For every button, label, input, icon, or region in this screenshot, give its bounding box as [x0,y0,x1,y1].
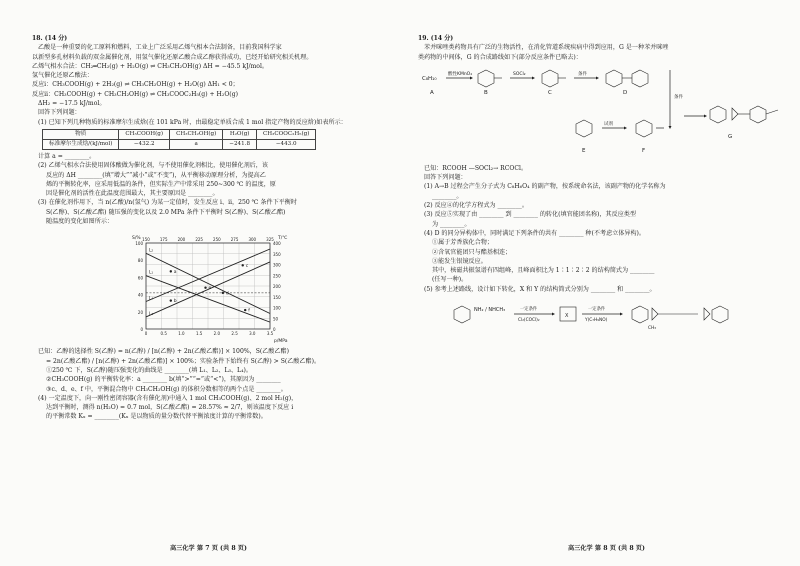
arrowhead [552,313,555,316]
bottom-tick-label: 0 [144,331,148,337]
q19-item: (任写一种)。 [432,276,468,284]
route-reagent: Y(C₇H₉NO) [585,318,608,324]
data-point [170,300,172,302]
table-header-cell: CH₃COOH(g) [119,129,170,139]
top-tick-label: 250 [213,237,221,243]
route-reagent: 一定条件 [520,307,538,313]
point-label: a [173,270,177,276]
left-tick-label: 60 [137,275,143,281]
left-tick-label: 20 [137,310,143,316]
question-19 [418,34,790,333]
reagent-label: 条件 [578,71,587,77]
point-label: b [173,299,177,305]
q19-item: ①属于芳香族化合物； [432,239,493,247]
left-tick-label: 0 [140,327,143,333]
q18-intro-line: 回答下列问题： [38,109,81,117]
q19-item: (4) D 的同分异构体中，同时满足下列条件的共有 ________ 种(不考虑立体异构)。 [424,229,646,237]
q18-def-line: = 2n(乙酸乙酯) / [n(乙醇) + 2n(乙酸乙酯)] × 100%；实验条件下始终有 S(乙醇) > S(乙酸乙酯)。 [46,357,321,365]
top-tick-label: 325 [266,237,274,243]
right-tick-label: 200 [273,284,281,290]
q18-title: 18. (14 分) [32,35,68,42]
bottom-tick-label: 1.0 [178,331,185,337]
top-tick-label: 175 [159,237,168,243]
q18-def-line: 已知：乙醇的选择性 S(乙醇) = n(乙醇) / [n(乙醇) + 2n(乙酸乙酯)] × 100%，S(乙酸乙酯) [38,348,290,356]
q18-intro-line: 以新型多孔材料负载的双金属催化剂，用氢气催化还原乙酸合成乙醇获得成功，已经开始研究相关机理。 [32,53,313,61]
q19-item: (1) A→B 过程会产生分子式为 C₈H₆O₄ 的副产物，按系统命名法，该副产物的化学名称为 [424,183,666,191]
compound-label-B: B [484,89,488,96]
compound-G-structure [710,106,778,123]
top-tick-label: 300 [248,237,257,243]
route-product-tag: CH₃ [648,326,656,331]
table-cell: −432.2 [119,139,170,149]
data-point [242,265,244,267]
q18-part2-line: 因是催化剂的活性在此温度范围最大，其主要原因是 ________。 [46,190,219,198]
left-tick-label: 40 [137,292,143,298]
q19-ask: 回答下列问题： [424,174,467,182]
series-label: L₃ [149,312,154,318]
data-point [222,292,224,294]
point-label: d [225,291,229,297]
compound-E-structure [576,120,592,137]
compound-label-C: C [548,89,552,96]
compound-label-A: A [430,89,434,96]
q19-hint: 已知：RCOOH —SOCl₂→ RCOCl。 [424,164,528,172]
synthesis-scheme [418,64,790,164]
bottom-tick-label: 2.5 [231,331,238,337]
arrowhead [704,114,707,117]
point-label: c [245,264,249,270]
point-label: e [208,286,212,292]
page-footer: 高三化学 第 7 页 (共 8 页) [170,545,247,552]
q18-def-line: ③c、d、e、f 中，平衡混合物中 CH₃CH₂OH(g) 的体积分数相等的两个点是 ________。 [46,385,287,393]
compound-label-D: D [623,89,628,96]
top-tick-label: 200 [177,237,186,243]
bottom-tick-label: 3.5 [266,331,274,337]
q18-part2-line: 反应的 ΔH ________(填“增大”“减小”或“不变”)，从平衡移动原理分析，为提高乙 [46,171,266,179]
q19-intro-line: 苯并咪唑类药物具有广泛的生物活性，在消化管道系统疾病中得到应用，G 是一种苯并咪唑 [424,44,669,52]
q18-part4-line: 的平衡常数 Kₓ = ________(Kₓ 是以物质的量分数代替平衡浓度计算的平衡常数)。 [46,413,267,421]
right-tick-label: 400 [273,241,281,247]
right-tick-label: 150 [273,295,281,301]
q18-intro-line: 反应ⅰ：CH₃COOH(g) + 2H₂(g) ⇌ CH₃CH₂OH(g) + H₂O(g) ΔH₁ < 0； [32,81,239,89]
compound-C-structure [542,70,566,87]
q19-item: 其中，核磁共振氢谱有四组峰，且峰面积比为 1∶1∶2∶2 的结构简式为 ________ [432,267,655,275]
selectivity-chart [122,229,292,345]
right-tick-label: 350 [273,252,281,258]
top-tick-label: 150 [142,237,150,243]
table-row-label: 标准摩尔生成焓/(kJ/mol) [43,139,119,149]
q19-item: (5) 参考上述路线，设计如下转化，X 和 Y 的结构简式分别为 ________ 和 ________。 [424,285,656,293]
right-tick-label: 250 [273,273,281,279]
q19-item: ③能发生银镜反应。 [432,257,487,265]
compound-label-F: F [642,147,646,154]
arrowhead [624,126,627,129]
q18-part2-line: (2) 乙烯气相水合法使用固体酸做为催化剂，与不使用催化剂相比，使用催化剂后，该 [38,162,268,170]
chart-canvas [122,229,292,345]
table-cell: −443.0 [257,139,316,149]
data-point [244,309,246,311]
reagent-label: 酸性KMnO₄ [448,71,473,77]
right-tick-label: 300 [273,262,281,268]
q18-intro-line: 乙酸是一种重要的化工原料和燃料，工业上广泛采用乙烯气相本合法制备，目前我国科学家 [38,44,282,52]
q18-intro-line: 乙烯气相水合法：CH₂═CH₂(g) + H₂O(g) ⇌ CH₃CH₂OH(g) ΔH = −45.5 kJ/mol。 [32,62,269,70]
q18-part3-line: S(乙醇)、S(乙酸乙酯) 随压强的变化以及 2.0 MPa 条件下平衡时 S(乙醇)、S(乙酸乙酯) [46,208,286,216]
bottom-tick-label: 1.5 [195,331,203,337]
compound-label-E: E [582,147,586,154]
designed-route [448,298,790,330]
left-tick-label: 100 [135,241,143,247]
route-reagent: Cl₂(COCl)₂ [518,318,540,324]
reagent-label: SOCl₂ [513,71,526,77]
enthalpy-table [42,129,316,150]
q18-part3-line: 随温度的变化如图所示： [46,218,114,226]
axis-label-top: T/℃ [278,236,288,242]
data-point [204,287,206,289]
route-start-label: NH₂ / NHCH₃ [474,307,506,314]
top-tick-label: 225 [195,237,203,243]
table-cell: −241.8 [223,139,257,149]
formula-A: C₈H₁₀ [422,75,437,82]
axis-label-y: S/% [132,236,141,242]
compound-F-structure [636,120,652,137]
series-label: L₄ [149,296,154,302]
q18-part2-line: 烯的平衡转化率，应采用低温的条件，但实际生产中常采用 250~300 ℃ 的温度，原 [46,180,276,188]
data-point [170,271,172,273]
reagent-label: 试剂 [604,121,613,127]
right-tick-label: 0 [273,327,276,333]
scheme-diagram [418,64,790,164]
q18-def-line: ②CH₃COOH(g) 的平衡转化率：a ________ b(填“>”“=”或“<”)，其原因为 ________ [46,376,281,384]
table-header-cell: H₂O(g) [223,129,257,139]
axis-label-bottom: p/MPa [274,339,288,345]
compound-D-structure [606,70,648,87]
arrowhead [620,313,623,316]
series-label: L₁ [149,271,154,277]
q19-item: 为 ________。 [432,220,471,228]
q18-part1-ask: 计算 a = ________。 [38,152,96,160]
arrowhead [532,76,535,79]
arrowhead [669,126,672,129]
right-page [400,0,800,566]
q18-intro-line: ΔH₂ = −17.5 kJ/mol。 [38,100,106,108]
route-diagram [448,298,778,330]
bottom-tick-label: 0.5 [160,331,167,337]
bottom-tick-label: 3.0 [249,331,256,337]
table-header-cell: 物质 [43,129,119,139]
q19-item: (2) 反应④的化学方程式为 ________。 [424,202,528,210]
q18-part4-line: 达到平衡时，测得 n(H₂O) = 0.7 mol，S(乙酸乙酯) = 28.57% ≈ 2/7，则该温度下反应 ⅰ [46,404,294,412]
table-header-cell: CH₃CH₂OH(g) [170,129,223,139]
route-x-label: X [565,313,569,320]
right-tick-label: 50 [273,316,279,322]
q18-def-line: ①250 ℃ 下，S(乙醇)随压强变化的曲线是 ________(填 L₁、L₂、L₃、L₄)。 [46,366,252,374]
q18-part3-line: (3) 在催化剂作用下，当 n(乙酸)/n(氢气) 为某一定值时，发生反应 ⅰ、ⅱ，250 ℃ 条件下平衡时 [38,199,297,207]
left-tick-label: 80 [137,258,143,264]
route-product-structure [632,306,728,323]
q18-part4-line: (4) 一定温度下，向一刚性密闭容器(含有催化剂)中通入 1 mol CH₃COOH(g)、2 mol H₂(g)， [38,394,298,402]
q18-part1-text: (1) 已知下列几种物质的标准摩尔生成焓(在 101 kPa 时，由最稳定单质合成 1 mol 指定产物的反应焓)如表所示： [38,118,347,126]
q18-intro-line: 反应ⅱ：CH₃COOH(g) + CH₃CH₂OH(g) ⇌ CH₃COOC₂H₅(g) + H₂O(g) [32,90,238,98]
page-footer: 高三化学 第 8 页 (共 8 页) [568,545,645,552]
bottom-tick-label: 2.0 [213,331,221,337]
right-tick-label: 100 [273,305,281,311]
q19-item: ________。 [432,192,463,200]
question-18 [32,34,384,422]
table-header-cell: CH₃COOC₂H₅(g) [257,129,316,139]
point-label: f [248,308,250,314]
q19-intro-line: 类药物的中间体，G 的合成路线如下(部分反应条件已略去)： [418,53,582,61]
arrowhead [596,76,599,79]
table-header-row [43,129,316,139]
series-label: L₂ [149,248,154,254]
table-row [43,139,316,149]
table-cell: a [170,139,223,149]
compound-label-G: G [728,133,733,140]
q19-item: ②含氧官能团只与酯基相连； [432,248,512,256]
start-ring [454,306,470,323]
q19-title: 19. (14 分) [418,35,454,42]
top-tick-label: 275 [230,237,239,243]
q19-item: (3) 反应⑤实现了由 ________ 到 ________ 的转化(填官能团名称)，其反应类型 [424,211,636,219]
reagent-label: 条件 [674,94,683,100]
q18-intro-line: 氢气催化还原乙酸法： [32,72,93,80]
compound-B-structure [470,70,502,87]
route-reagent: 一定条件 [588,307,606,313]
